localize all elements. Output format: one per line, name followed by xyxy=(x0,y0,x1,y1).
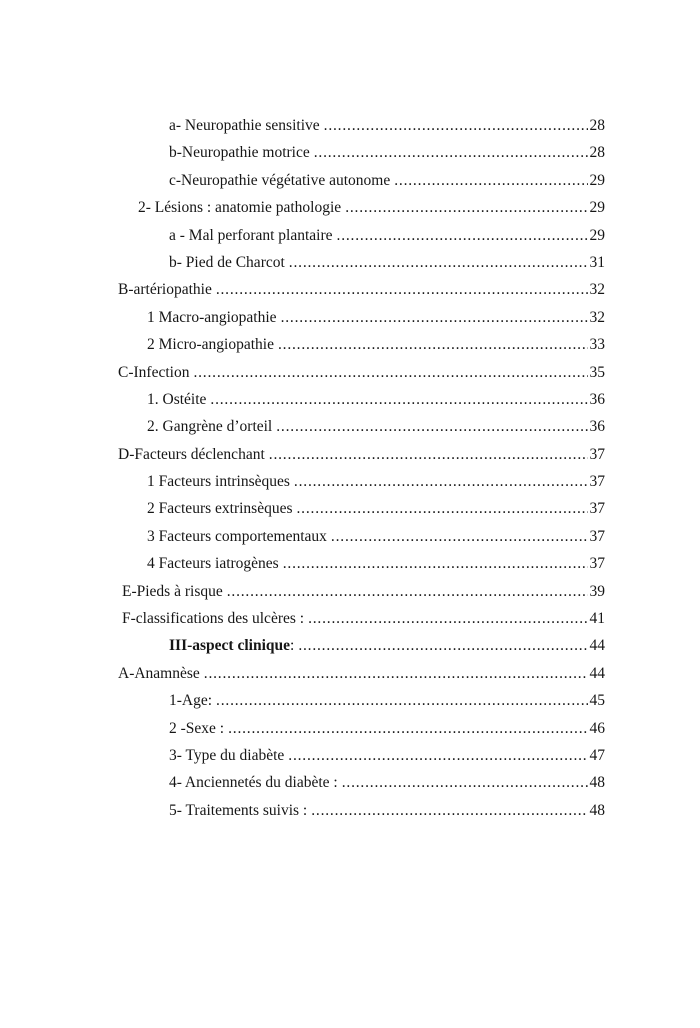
dot-leader xyxy=(324,112,588,139)
toc-entry-page: 37 xyxy=(589,527,605,545)
toc-entry-page: 33 xyxy=(589,336,605,354)
toc-entry xyxy=(105,167,605,194)
toc-entry-page: 28 xyxy=(589,117,605,134)
toc-entry-label: 3 Facteurs comportementaux xyxy=(147,527,327,545)
toc-entry-page: 29 xyxy=(589,171,605,189)
toc-entry-label: b-Neuropathie motrice xyxy=(169,144,310,162)
toc-entry-page: 29 xyxy=(589,199,605,217)
toc-entry xyxy=(105,359,605,386)
toc-entry xyxy=(105,112,605,139)
toc-entry-label: 4- Anciennetés du diabète : xyxy=(169,774,338,792)
toc-entry xyxy=(105,304,605,331)
toc-entry-page: 48 xyxy=(589,774,605,792)
toc-entry-page: 28 xyxy=(589,144,605,162)
toc-entry xyxy=(105,139,605,166)
toc-entry-label: 1 Facteurs intrinsèques xyxy=(147,473,290,491)
toc-entry xyxy=(105,222,605,249)
dot-leader xyxy=(193,359,587,386)
toc-entry-label: 2 -Sexe : xyxy=(169,719,225,737)
toc-entry-page: 46 xyxy=(589,719,605,737)
toc-entry xyxy=(105,660,605,687)
toc-entry-page: 36 xyxy=(589,418,605,436)
dot-leader xyxy=(269,441,588,468)
toc-entry-page: 44 xyxy=(589,637,605,655)
dot-leader xyxy=(294,468,588,495)
toc-entry-label: 2 Micro-angiopathie xyxy=(147,336,274,354)
toc-entry-page: 29 xyxy=(589,226,605,244)
toc-entry-page: 44 xyxy=(589,664,605,682)
toc-entry xyxy=(105,742,605,769)
dot-leader xyxy=(337,222,588,249)
toc-entry xyxy=(105,413,605,440)
toc-entry-label: 4 Facteurs iatrogènes xyxy=(147,555,279,573)
table-of-contents xyxy=(105,112,605,824)
dot-leader xyxy=(276,413,587,440)
toc-entry xyxy=(105,578,605,605)
toc-entry-label: 1. Ostéite xyxy=(147,390,207,408)
toc-entry-page: 35 xyxy=(589,363,605,381)
toc-entry-label: III-aspect clinique xyxy=(169,637,290,655)
toc-entry-label: 2. Gangrène d’orteil xyxy=(147,418,273,436)
toc-entry-page: 36 xyxy=(589,390,605,408)
toc-entry xyxy=(105,276,605,303)
toc-entry-label: 1-Age: xyxy=(169,692,213,710)
toc-entry xyxy=(105,523,605,550)
toc-entry-page: 37 xyxy=(589,500,605,518)
dot-leader xyxy=(281,304,588,331)
toc-entry-page: 37 xyxy=(589,445,605,463)
toc-entry-label: E-Pieds à risque xyxy=(122,582,223,600)
toc-entry-page: 47 xyxy=(589,746,605,764)
dot-leader xyxy=(288,742,587,769)
toc-entry xyxy=(105,769,605,796)
toc-entry xyxy=(105,468,605,495)
dot-leader xyxy=(314,139,588,166)
toc-entry-label: A-Anamnèse xyxy=(118,664,200,682)
dot-leader xyxy=(216,687,587,714)
toc-entry-page: 41 xyxy=(589,610,605,628)
toc-entry xyxy=(105,495,605,522)
dot-leader xyxy=(216,276,588,303)
dot-leader xyxy=(204,660,588,687)
toc-entry-label: 3- Type du diabète xyxy=(169,746,285,764)
toc-entry xyxy=(105,249,605,276)
toc-entry-page: 48 xyxy=(589,801,605,819)
toc-entry-section-heading xyxy=(105,632,605,659)
dot-leader xyxy=(227,578,588,605)
toc-entry-label: a - Mal perforant plantaire xyxy=(169,226,333,244)
toc-entry-label: 5- Traitements suivis : xyxy=(169,801,308,819)
dot-leader xyxy=(311,797,587,824)
dot-leader xyxy=(342,769,588,796)
toc-entry-page: 32 xyxy=(589,281,605,299)
dot-leader xyxy=(394,167,587,194)
dot-leader xyxy=(210,386,587,413)
dot-leader xyxy=(228,715,587,742)
dot-leader xyxy=(283,550,588,577)
toc-entry xyxy=(105,194,605,221)
toc-entry-label: B-artériopathie xyxy=(118,281,212,299)
toc-entry xyxy=(105,550,605,577)
toc-entry-label: c-Neuropathie végétative autonome xyxy=(169,171,391,189)
toc-entry-label-suffix: : xyxy=(290,637,295,655)
dot-leader xyxy=(278,331,588,358)
toc-entry xyxy=(105,797,605,824)
toc-entry xyxy=(105,386,605,413)
toc-entry-page: 37 xyxy=(589,555,605,573)
dot-leader xyxy=(297,495,588,522)
toc-entry xyxy=(105,715,605,742)
dot-leader xyxy=(308,605,587,632)
toc-entry xyxy=(105,687,605,714)
toc-entry-label: 2- Lésions : anatomie pathologie xyxy=(138,199,342,217)
toc-entry xyxy=(105,441,605,468)
toc-entry-page: 31 xyxy=(589,253,605,271)
toc-entry-label: 2 Facteurs extrinsèques xyxy=(147,500,293,518)
dot-leader xyxy=(298,632,587,659)
toc-entry-label: 1 Macro-angiopathie xyxy=(147,308,277,326)
toc-entry-page: 39 xyxy=(589,582,605,600)
dot-leader xyxy=(289,249,588,276)
toc-entry-label: C-Infection xyxy=(118,363,190,381)
toc-entry xyxy=(105,331,605,358)
toc-entry-label: b- Pied de Charcot xyxy=(169,253,285,271)
toc-entry-page: 45 xyxy=(589,692,605,710)
toc-entry-page: 32 xyxy=(589,308,605,326)
toc-entry-label: a- Neuropathie sensitive xyxy=(169,117,320,134)
dot-leader xyxy=(331,523,588,550)
toc-entry-label: F-classifications des ulcères : xyxy=(122,610,305,628)
toc-entry-label: D-Facteurs déclenchant xyxy=(118,445,265,463)
toc-entry-page: 37 xyxy=(589,473,605,491)
toc-entry xyxy=(105,605,605,632)
dot-leader xyxy=(345,194,587,221)
